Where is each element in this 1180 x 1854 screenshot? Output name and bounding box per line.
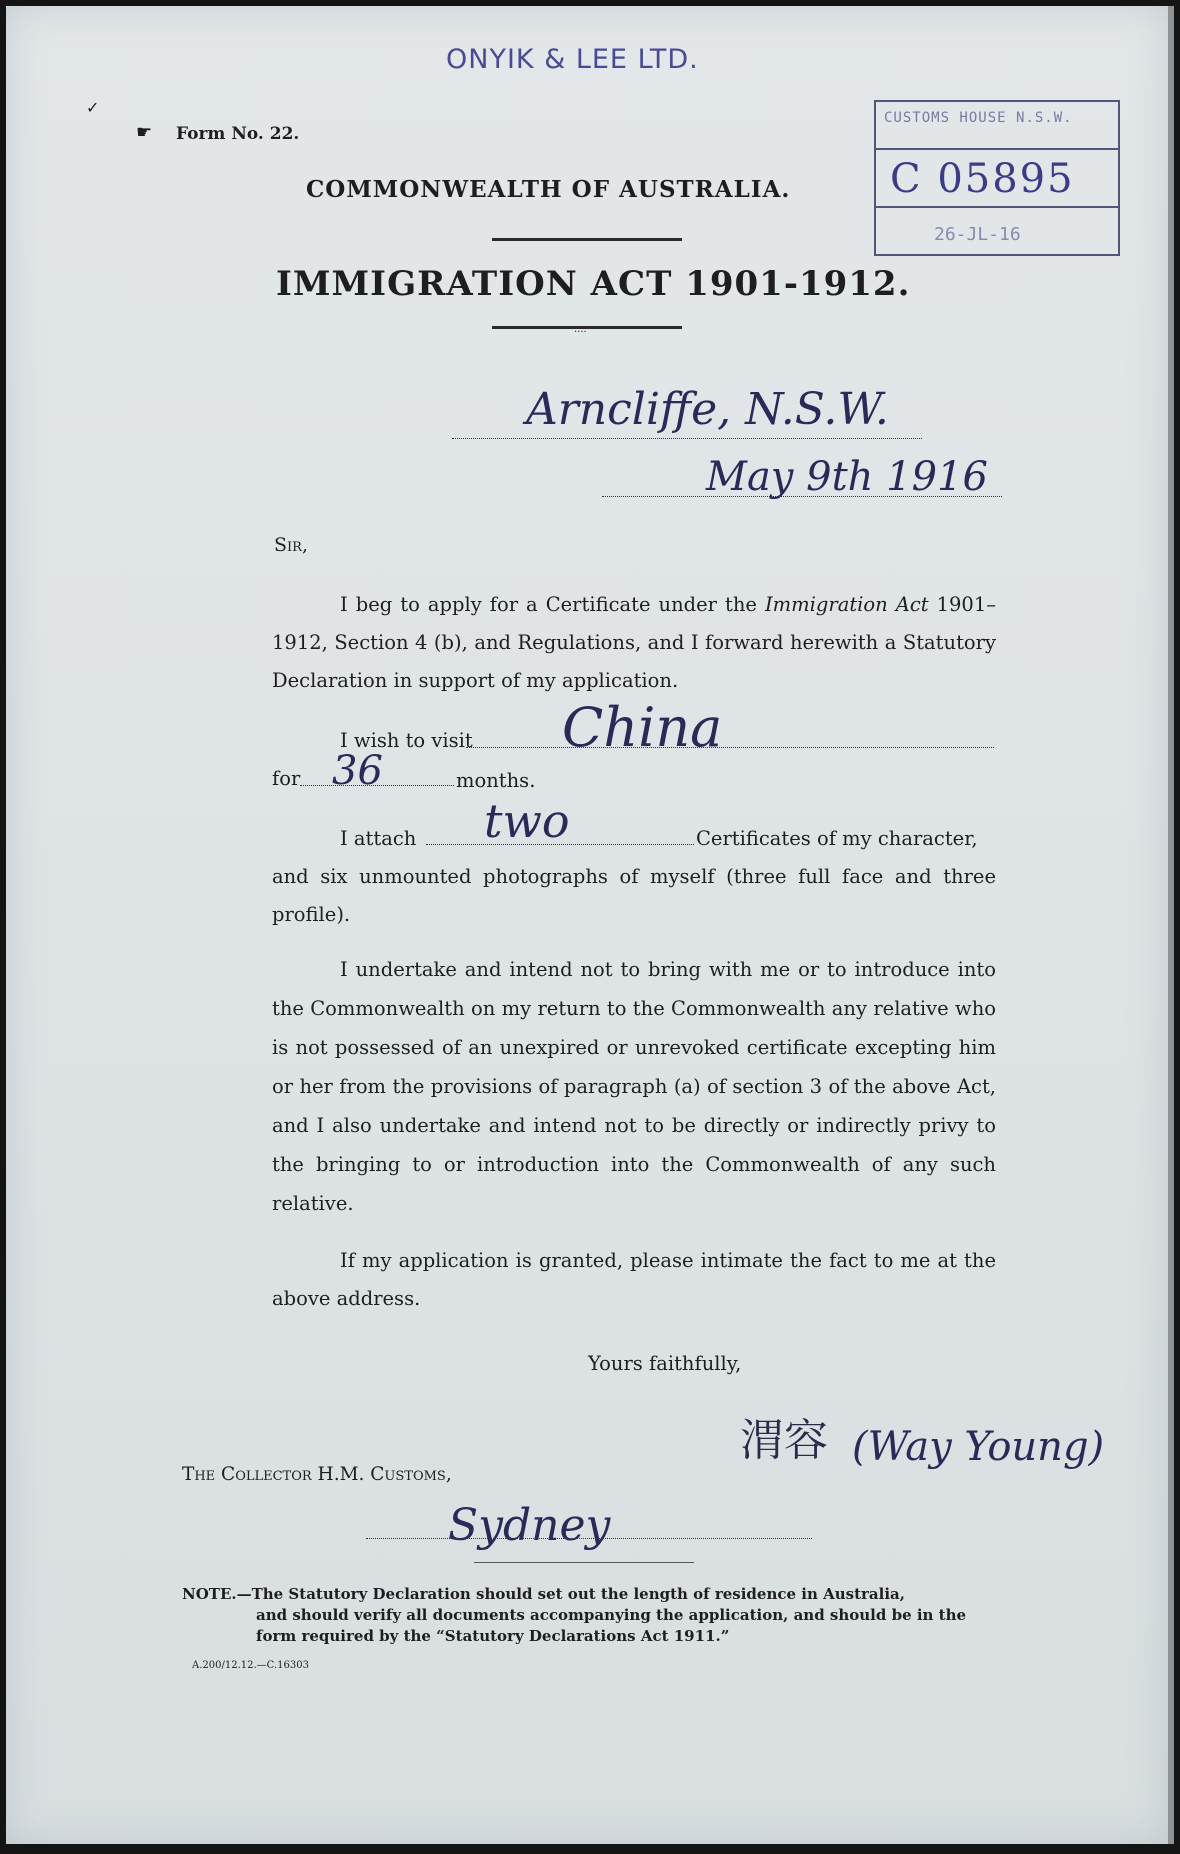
handwritten-attach: two (484, 794, 570, 848)
dotted-line (602, 496, 1002, 497)
note-lead: NOTE.—The Statutory Declaration should set out the length of residence in Australia, (182, 1585, 905, 1603)
underline (474, 1562, 694, 1563)
dotted-line (452, 438, 922, 439)
collector-address: The Collector H.M. Customs, (182, 1464, 452, 1485)
intimate-text: If my application is granted, please intimate the fact to me at the above address. (272, 1249, 996, 1310)
salutation: Sir, (274, 534, 308, 556)
commonwealth-heading: COMMONWEALTH OF AUSTRALIA. (306, 176, 791, 203)
signature-english: (Way Young) (852, 1424, 1105, 1470)
attach-tail: Certificates of my character, (696, 827, 978, 850)
for-label: for (272, 767, 301, 790)
registration-number: C 05895 (890, 156, 1075, 202)
handwritten-months: 36 (332, 748, 383, 794)
stamp-line (876, 148, 1118, 150)
print-code: A.200/12.12.—C.16303 (192, 1660, 309, 1671)
stamp-line (876, 206, 1118, 208)
months-label: months. (456, 769, 536, 792)
handwritten-city: Sydney (448, 1500, 611, 1551)
signature-chinese: 渭容 (740, 1415, 828, 1466)
note-rest: and should verify all documents accompanying the application, and should be in the form required by the “Statutory Declarations Act 1911.” (256, 1606, 967, 1645)
paragraph-intimate (272, 1242, 996, 1318)
paragraph-application (272, 586, 996, 700)
photographs-text: and six unmounted photographs of myself (three full face and three profile). (272, 865, 996, 926)
registration-stamp (874, 100, 1120, 256)
act-name: Immigration Act (764, 593, 929, 616)
margin-mark: ✓ (86, 98, 100, 117)
closing: Yours faithfully, (588, 1352, 742, 1375)
divider-rule (492, 238, 682, 241)
undertaking-text: I undertake and intend not to bring with me or to introduce into the Commonwealth on my return to the Commonwealth any relative who is not possessed of an unexpired or unrevoked certificate excepting him or her from the provisions of paragraph (a) of section 3 of the above Act, and I also undertake and intend not to be directly or indirectly privy to the bringing to or introduction into the Commonwealth of any such relative. (272, 958, 996, 1215)
visit-label: I wish to visit (340, 729, 473, 752)
para1-start: I beg to apply for a Certificate under the (340, 593, 765, 616)
pointer-mark: ☛ (136, 122, 153, 143)
handwritten-visit: China (562, 696, 723, 759)
divider-rule (492, 326, 682, 329)
para1-end: 1901–1912, Section 4 (b), and Regulations, and I forward herewith a Statutory Declaration in support of my application. (272, 593, 996, 692)
handwritten-place: Arncliffe, N.S.W. (526, 384, 889, 435)
attach-label: I attach (340, 827, 417, 850)
company-stamp: ONYIK & LEE LTD. (446, 44, 699, 75)
dotted-line (366, 1538, 812, 1539)
paragraph-undertaking (272, 950, 996, 1223)
note-block (182, 1584, 998, 1647)
form-number: Form No. 22. (176, 124, 300, 144)
act-title: IMMIGRATION ACT 1901-1912. (276, 264, 911, 304)
handwritten-date: May 9th 1916 (706, 454, 988, 500)
stamp-office-text: CUSTOMS HOUSE N.S.W. (884, 110, 1073, 126)
stamp-date: 26-JL-16 (934, 224, 1021, 245)
divider-dots: .... (574, 324, 587, 335)
dotted-line (466, 747, 994, 748)
document-page (6, 6, 1174, 1844)
